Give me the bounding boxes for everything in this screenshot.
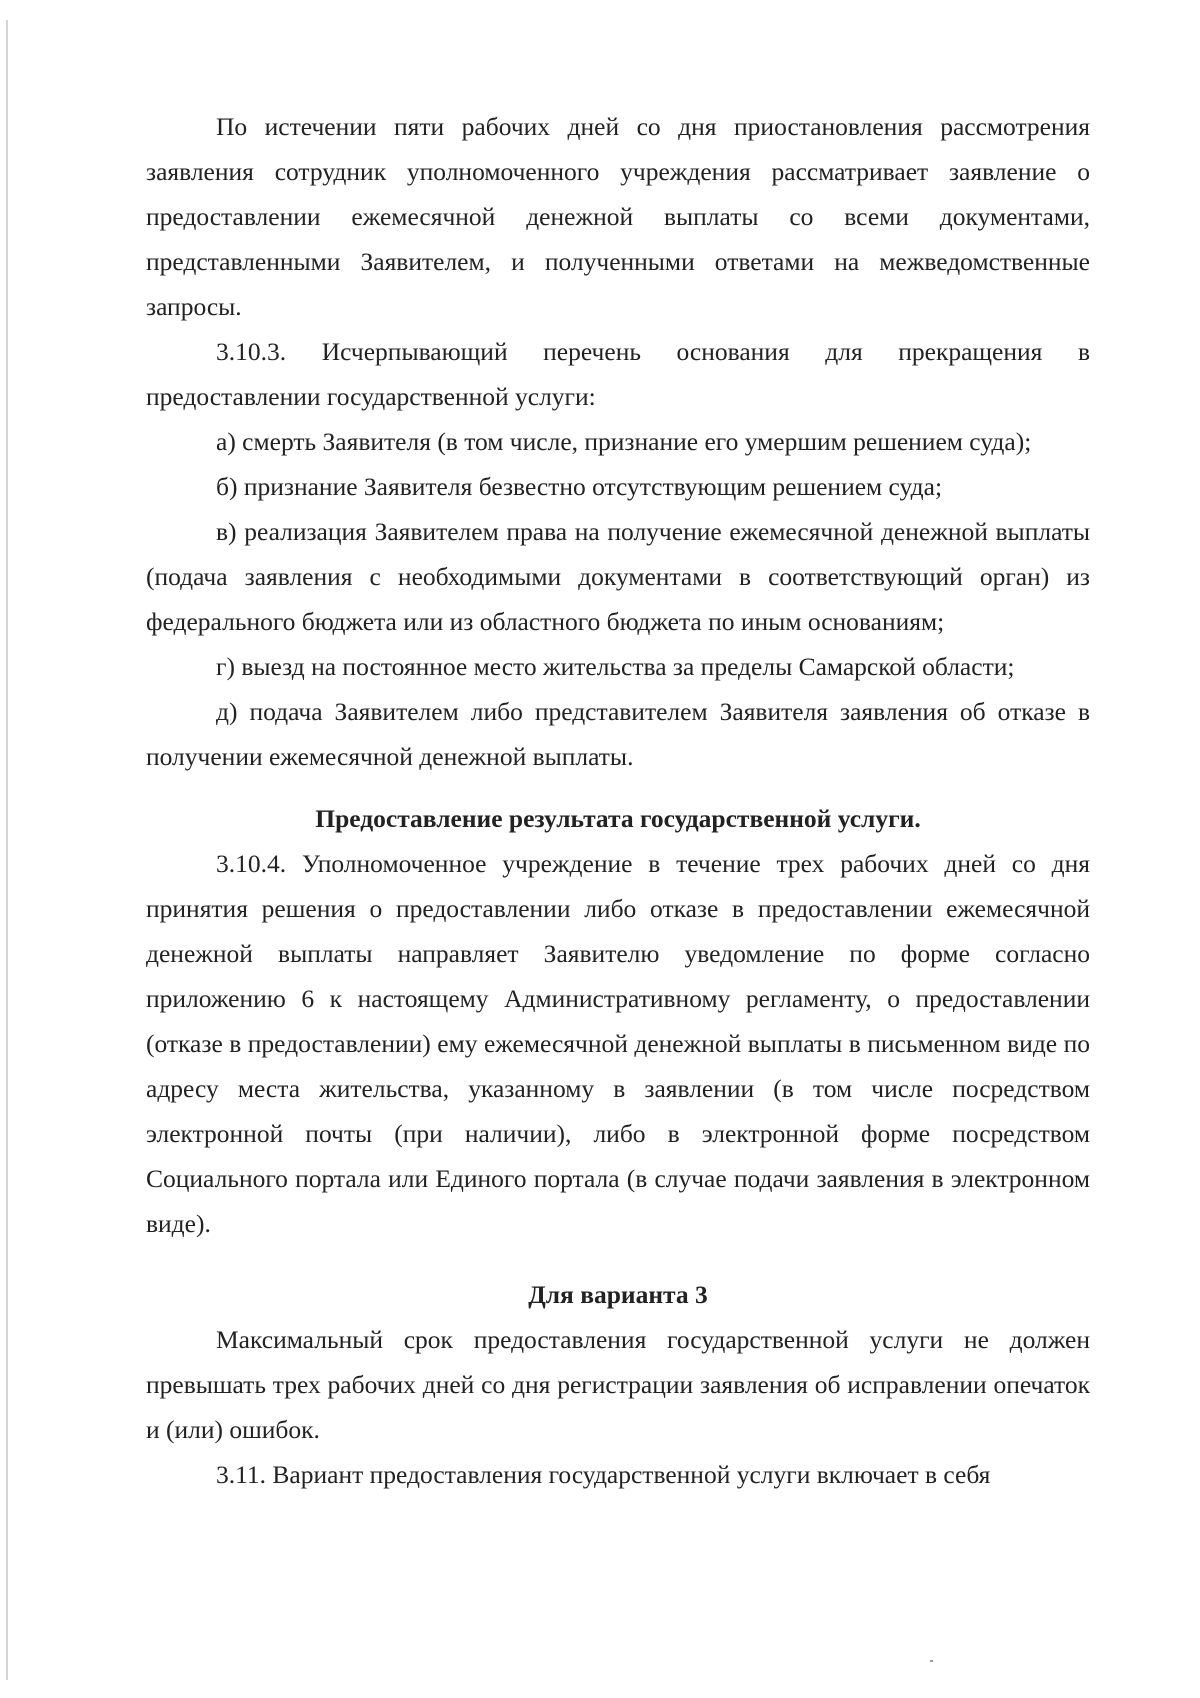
list-item-g: г) выезд на постоянное место жительства за пределы Самарской области; [216,652,1015,681]
scan-edge-line [6,20,8,1680]
list-item-a: а) смерть Заявителя (в том числе, признание его умершим решением суда); [216,427,1032,456]
heading-variant-3: Для варианта 3 [528,1280,708,1309]
list-item-d: д) подача Заявителем либо представителем Заявителя заявления об отказе в получении ежемесячной денежной выплаты. [146,697,1090,771]
scan-speck [930,1660,933,1662]
list-item-b: б) признание Заявителя безвестно отсутствующим решением суда; [216,472,943,501]
document-body [146,104,1090,1497]
heading-service-result: Предоставление результата государственной услуги. [315,804,921,833]
paragraph-max-term: Максимальный срок предоставления государственной услуги не должен превышать трех рабочих дней со дня регистрации заявления об исправлении опечаток и (или) ошибок. [146,1325,1090,1444]
list-item-v: в) реализация Заявителем права на получение ежемесячной денежной выплаты (подача заявления с необходимыми документами в соответствующий орган) из федерального бюджета или из областного бюджета по иным основаниям; [146,517,1090,636]
paragraph-3-10-4: 3.10.4. Уполномоченное учреждение в течение трех рабочих дней со дня принятия решения о предоставлении либо отказе в предоставлении ежемесячной денежной выплаты направляет Заявителю уведомление по форме согласно приложению 6 к настоящему Административному регламенту, о предоставлении (отказе в предоставлении) ему ежемесячной денежной выплаты в письменном виде по адресу места жительства, указанному в заявлении (в том числе посредством электронной почты (при наличии), либо в электронной форме посредством Социального портала или Единого портала (в случае подачи заявления в электронном виде). [146,849,1090,1238]
paragraph-3-11: 3.11. Вариант предоставления государственной услуги включает в себя [216,1460,991,1489]
paragraph-suspension-review: По истечении пяти рабочих дней со дня приостановления рассмотрения заявления сотрудник уполномоченного учреждения рассматривает заявление о предоставлении ежемесячной денежной выплаты со всеми документами, представленными Заявителем, и полученными ответами на межведомственные запросы. [146,112,1090,321]
paragraph-3-10-3: 3.10.3. Исчерпывающий перечень основания для прекращения в предоставлении государственной услуги: [146,337,1090,411]
